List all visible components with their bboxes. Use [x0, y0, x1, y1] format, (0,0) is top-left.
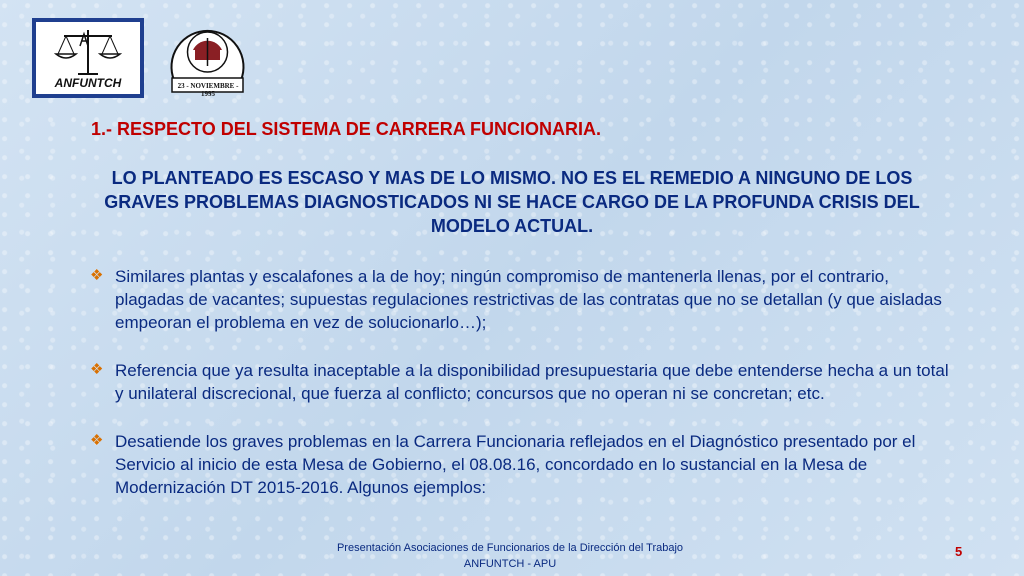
- diamond-bullet-icon: ❖: [90, 432, 104, 449]
- bullet-item: [90, 265, 950, 334]
- bullet-text: Referencia que ya resulta inaceptable a la disponibilidad presupuestaria que debe entenderse hecha a un total y unilateral discrecional, que fuerza al conflicto; concursos que no operan ni se concretan; etc.: [115, 361, 949, 403]
- diamond-bullet-icon: ❖: [90, 267, 104, 284]
- diamond-bullet-icon: ❖: [90, 361, 104, 378]
- bullet-item: [90, 359, 950, 405]
- apu-logo: [160, 10, 255, 98]
- lead-statement: LO PLANTEADO ES ESCASO Y MAS DE LO MISMO. NO ES EL REMEDIO A NINGUNO DE LOS GRAVES PROBLEMAS DIAGNOSTICADOS NI SE HACE CARGO DE LA PROFUNDA CRISIS DEL MODELO ACTUAL.: [104, 168, 920, 236]
- bullet-list: [90, 265, 950, 524]
- bullet-text: Similares plantas y escalafones a la de hoy; ningún compromiso de mantenerla llenas, por el contrario, plagadas de vacantes; supuestas regulaciones restrictivas de las contratas que no se detallan (y que aisladas empeoran el problema en vez de solucionarlo…);: [115, 267, 942, 332]
- anfuntch-logo: [32, 18, 144, 98]
- balance-scale-emblem-icon: [36, 24, 140, 80]
- footer: [300, 540, 720, 572]
- footer-line-1: Presentación Asociaciones de Funcionarios de la Dirección del Trabajo: [336, 542, 684, 554]
- footer-line-2: ANFUNTCH - APU: [463, 558, 557, 570]
- page-number: 5: [955, 544, 963, 559]
- apu-logo-date: 23 - NOVIEMBRE - 1995: [177, 82, 239, 98]
- bullet-item: [90, 430, 950, 499]
- bullet-text: Desatiende los graves problemas en la Carrera Funcionaria reflejados en el Diagnóstico presentado por el Servicio al inicio de esta Mesa de Gobierno, el 08.08.16, concordado en lo sustancial en la Mesa de Modernización DT 2015-2016. Algunos ejemplos:: [115, 432, 916, 497]
- anfuntch-logo-label: ANFUNTCH: [54, 76, 122, 90]
- section-title: 1.- RESPECTO DEL SISTEMA DE CARRERA FUNCIONARIA.: [91, 119, 602, 139]
